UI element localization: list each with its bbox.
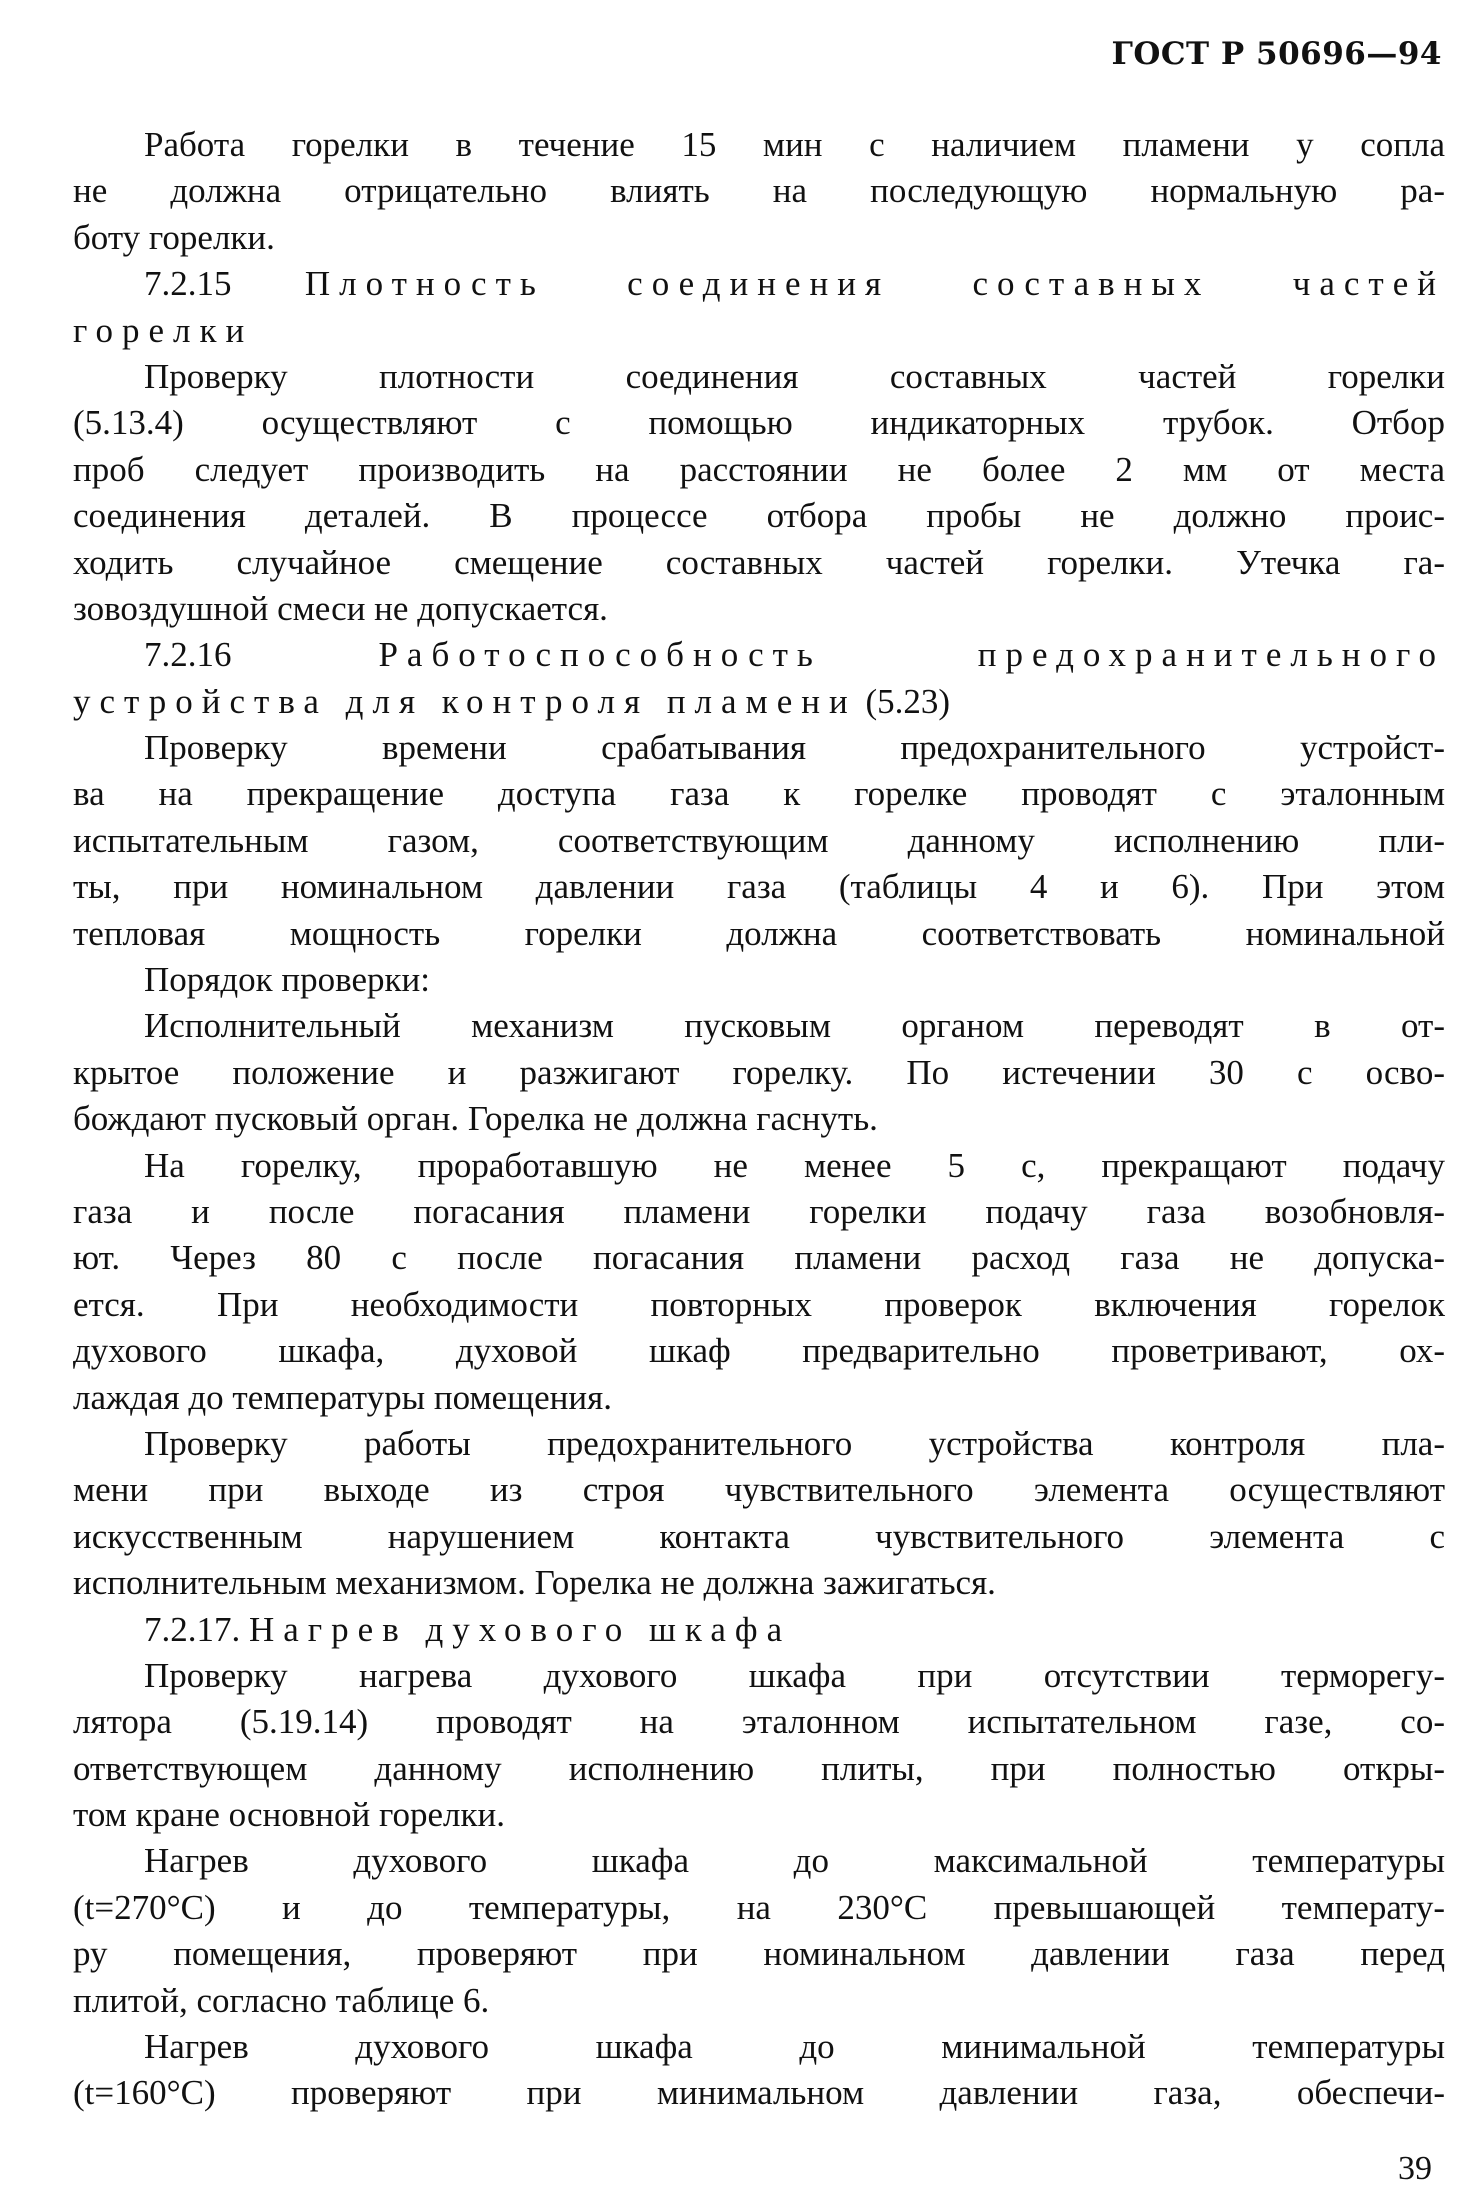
body-text-line: Работа горелки в течение 15 мин с наличием пламени у сопла: [144, 125, 1445, 164]
body-text-line: ют. Через 80 с после погасания пламени расход газа не допуска-: [73, 1238, 1445, 1278]
body-text-line: Проверку времени срабатывания предохранительного устройст-: [144, 728, 1445, 768]
body-text-line: том кране основной горелки.: [73, 1795, 505, 1835]
heading-title: Плотность соединения составных частей: [304, 264, 1445, 304]
section-heading-line: устройства для контроля пламени (5.23): [73, 681, 951, 721]
body-text-line: тепловая мощность горелки должна соответствовать номинальной: [73, 913, 1445, 953]
body-text-line: лятора (5.19.14) проводят на эталонном испытательном газе, со-: [73, 1702, 1445, 1742]
body-text-line: искусственным нарушением контакта чувствительного элемента с: [73, 1516, 1445, 1556]
body-text-line: ответствующем данному исполнению плиты, при полностью откры-: [73, 1748, 1445, 1788]
body-text-line: соединения деталей. В процессе отбора пробы не должно проис-: [73, 496, 1445, 536]
body-text-line: На горелку, проработавшую не менее 5 с, прекращают подачу: [144, 1145, 1445, 1185]
body-text-line: (5.13.4) осуществляют с помощью индикаторных трубок. Отбор: [73, 403, 1445, 443]
body-text-line: Исполнительный механизм пусковым органом переводят в от-: [144, 1006, 1445, 1046]
heading-title: горелки: [73, 310, 254, 350]
body-text-line: мени при выходе из строя чувствительного элемента осуществляют: [73, 1470, 1445, 1510]
heading-title: Нагрев духового шкафа: [249, 1609, 792, 1649]
body-text-line: плитой, согласно таблице 6.: [73, 1980, 490, 2020]
body-text-line: бождают пусковый орган. Горелка не должна гаснуть.: [73, 1099, 878, 1139]
body-text-line: проб следует производить на расстоянии не более 2 мм от места: [73, 449, 1445, 489]
body-text-line: ва на прекращение доступа газа к горелке проводят с эталонным: [73, 774, 1445, 814]
section-heading-line: [73, 308, 1445, 354]
body-text-line: зовоздушной смеси не допускается.: [73, 588, 608, 628]
heading-title: Работоспособность предохранительного: [378, 635, 1445, 675]
heading-title: устройства для контроля пламени: [73, 681, 857, 721]
body-text-line: ходить случайное смещение составных частей горелки. Утечка га-: [73, 542, 1445, 582]
section-heading-line: 7.2.16 Работоспособность предохранительного: [144, 635, 1445, 675]
body-text-line: исполнительным механизмом. Горелка не должна зажигаться.: [73, 1563, 996, 1603]
body-text-line: испытательным газом, соответствующим данному исполнению пли-: [73, 820, 1445, 860]
body-text-line: крытое положение и разжигают горелку. По истечении 30 с осво-: [73, 1052, 1445, 1092]
body-text-line: газа и после погасания пламени горелки подачу газа возобновля-: [73, 1191, 1445, 1231]
body-text-line: Проверку плотности соединения составных частей горелки: [144, 356, 1445, 396]
body-text-line: боту горелки.: [73, 217, 275, 257]
body-text-line: Нагрев духового шкафа до минимальной температуры: [144, 2027, 1445, 2067]
body-text-line: Нагрев духового шкафа до максимальной температуры: [144, 1841, 1445, 1881]
body-text-line: лаждая до температуры помещения.: [73, 1377, 612, 1417]
body-text-line: Проверку работы предохранительного устройства контроля пла-: [144, 1423, 1445, 1463]
body-text-line: (t=160°С) проверяют при минимальном давлении газа, обеспечи-: [73, 2073, 1445, 2113]
body-text-line: Порядок проверки:: [144, 960, 430, 1000]
body-text-line: духового шкафа, духовой шкаф предварительно проветривают, ох-: [73, 1331, 1445, 1371]
body-text-line: ется. При необходимости повторных проверок включения горелок: [73, 1284, 1445, 1324]
document-body: [73, 122, 1445, 2117]
section-heading-line: 7.2.17. Нагрев духового шкафа: [144, 1609, 792, 1649]
body-text-line: Проверку нагрева духового шкафа при отсутствии терморегу-: [144, 1655, 1445, 1695]
page-number: 39: [1398, 2150, 1432, 2187]
body-text-line: не должна отрицательно влиять на последующую нормальную ра-: [73, 171, 1445, 211]
document-header-standard-code: ГОСТ Р 50696—94: [1111, 36, 1442, 72]
section-heading-line: 7.2.15 Плотность соединения составных частей: [144, 264, 1445, 304]
body-text-line: (t=270°С) и до температуры, на 230°С превышающей температу-: [73, 1887, 1445, 1927]
body-text-line: ру помещения, проверяют при номинальном давлении газа перед: [73, 1934, 1445, 1974]
body-text-line: ты, при номинальном давлении газа (таблицы 4 и 6). При этом: [73, 867, 1445, 907]
